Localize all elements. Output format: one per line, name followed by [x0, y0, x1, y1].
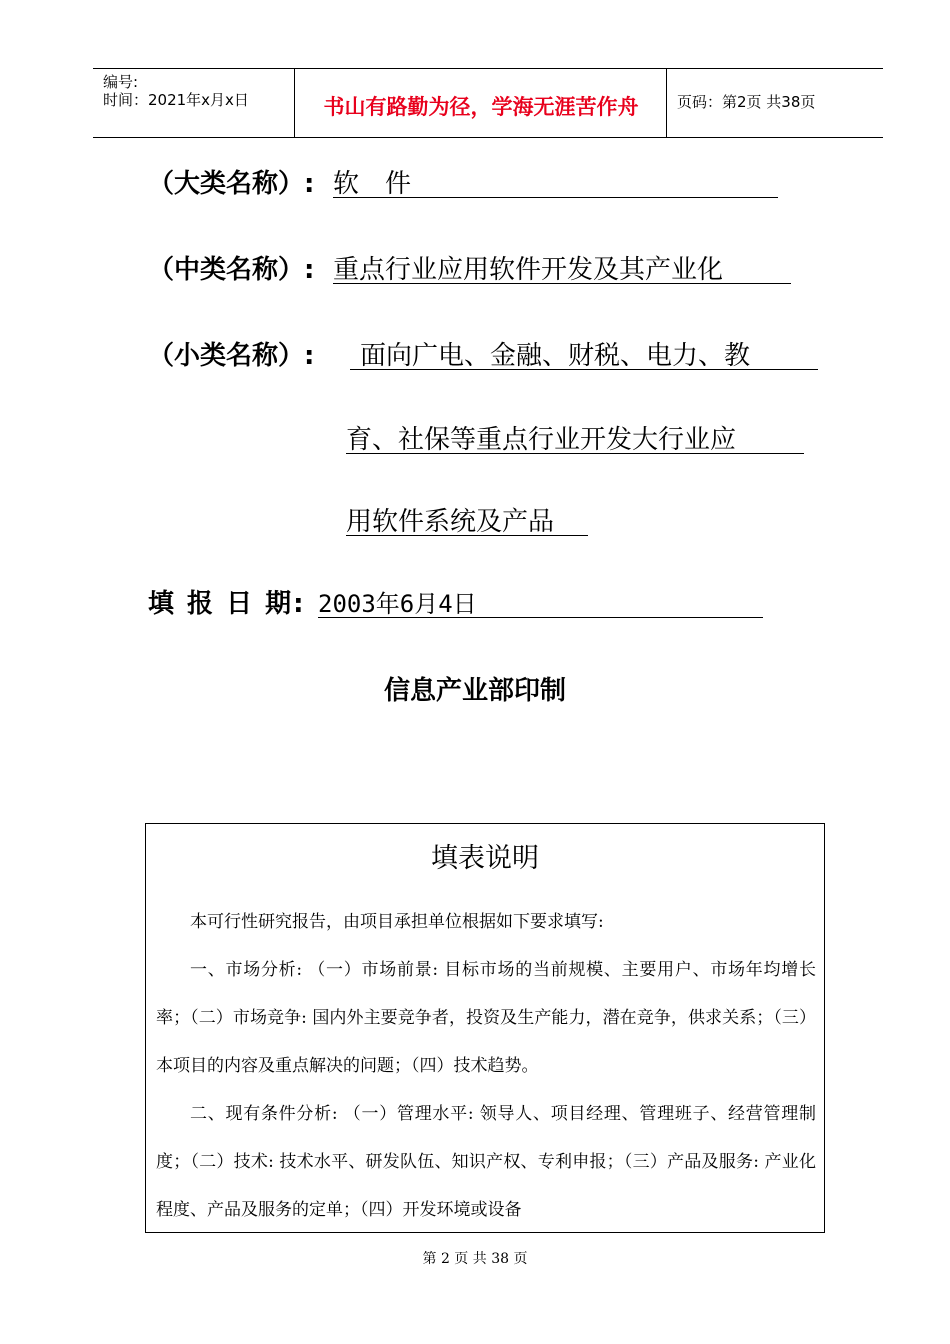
time-label: 时间：2021年x月x日	[103, 91, 249, 109]
minor-category-value-line-2: 育、社保等重点行业开发大行业应	[346, 425, 737, 455]
middle-category-value: 重点行业应用软件开发及其产业化	[333, 255, 724, 285]
instructions-box	[145, 823, 825, 1233]
major-category-value: 软 件	[333, 169, 412, 199]
motto-text: 书山有路勤为径，学海无涯苦作舟	[323, 95, 639, 119]
page-footer: 第 2 页 共 38 页	[422, 1251, 528, 1267]
major-category-label: （大类名称）:	[148, 169, 315, 199]
minor-category-value-line-3: 用软件系统及产品	[346, 507, 555, 537]
header-table	[93, 68, 883, 138]
publisher-title: 信息产业部印制	[383, 676, 566, 706]
instructions-paragraph: 本可行性研究报告，由项目承担单位根据如下要求填写:	[190, 912, 604, 932]
minor-category-underline-2	[346, 453, 804, 454]
middle-category-underline	[333, 283, 791, 284]
fill-date-underline	[318, 617, 763, 618]
middle-category-label: （中类名称）:	[148, 255, 315, 285]
fill-date-value: 2003年6月4日	[318, 590, 477, 618]
minor-category-value-line-1: 面向广电、金融、财税、电力、教	[360, 341, 751, 371]
fill-date-label: 填 报 日 期:	[148, 589, 306, 619]
instructions-title: 填表说明	[431, 843, 539, 874]
minor-category-underline-1	[350, 369, 818, 370]
header-right-cell	[667, 69, 883, 137]
header-middle-cell	[295, 69, 667, 137]
page-info: 页码：第2页 共38页	[677, 93, 816, 111]
header-left-cell	[93, 69, 295, 137]
minor-category-underline-3	[346, 535, 588, 536]
instructions-paragraph: 一、市场分析: （一）市场前景: 目标市场的当前规模、主要用户、市场年均增长率；（二）市场竞争: 国内外主要竞争者，投资及生产能力，潜在竞争，供求关系；（三）本项目的内容及重点解决的问题；（四）技术趋势。	[156, 960, 816, 1076]
instructions-paragraph: 二、现有条件分析: （一）管理水平: 领导人、项目经理、管理班子、经营管理制度；（二）技术: 技术水平、研发队伍、知识产权、专利申报；（三）产品及服务: 产业化程度、产品及服务的定单；（四）开发环境或设备	[156, 1104, 816, 1220]
major-category-underline	[333, 197, 778, 198]
code-label: 编号:	[103, 73, 139, 91]
minor-category-label: （小类名称）:	[148, 341, 315, 371]
